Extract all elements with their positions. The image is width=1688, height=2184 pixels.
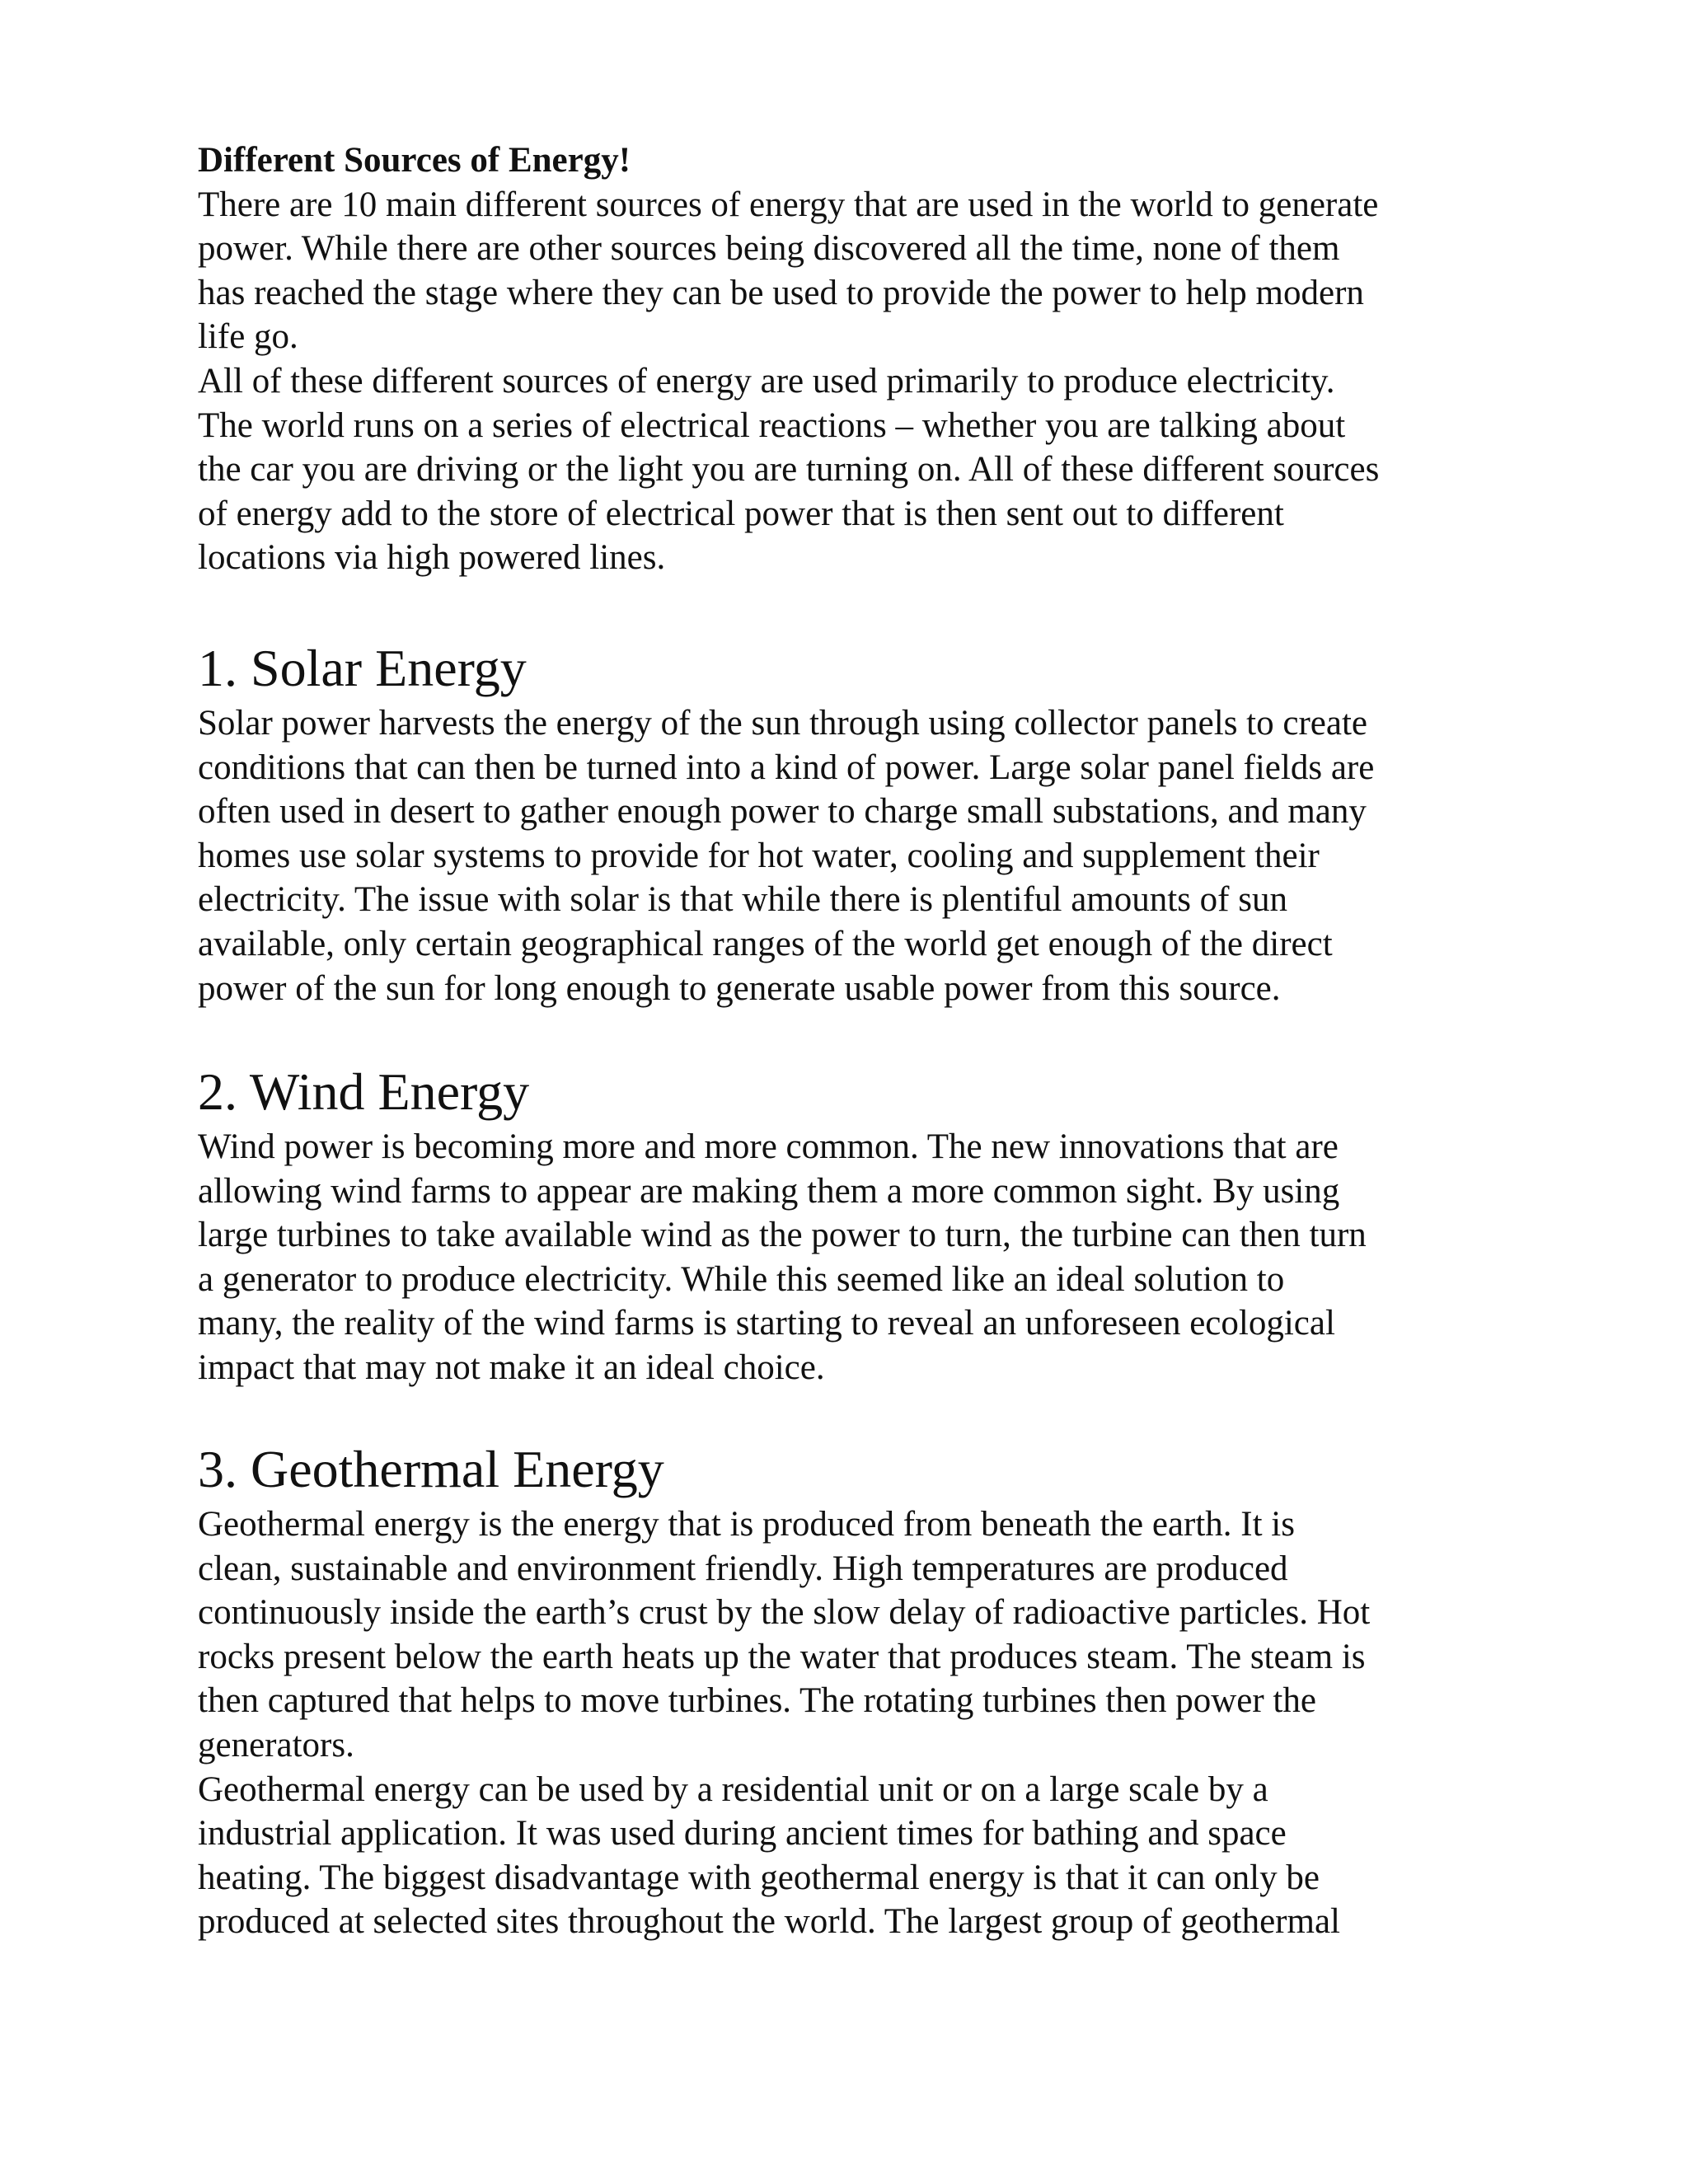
- intro-line: the car you are driving or the light you are turning on. All of these different sources: [198, 450, 1380, 490]
- section-line: generators.: [198, 1725, 354, 1765]
- section-heading: 2. Wind Energy: [198, 1062, 530, 1121]
- section-line: Geothermal energy can be used by a residential unit or on a large scale by a: [198, 1769, 1268, 1809]
- section-wind-energy: [198, 1059, 1500, 1390]
- section-line: a generator to produce electricity. While this seemed like an ideal solution to: [198, 1259, 1285, 1299]
- section-geothermal-energy: [198, 1436, 1500, 1944]
- intro-line: The world runs on a series of electrical reactions – whether you are talking about: [198, 405, 1346, 445]
- intro-line: life go.: [198, 317, 298, 357]
- section-line: produced at selected sites throughout the world. The largest group of geothermal: [198, 1902, 1340, 1942]
- document-title: Different Sources of Energy!: [198, 141, 631, 180]
- section-line: electricity. The issue with solar is that while there is plentiful amounts of sun: [198, 880, 1287, 920]
- section-line: power of the sun for long enough to generate usable power from this source.: [198, 968, 1281, 1008]
- section-line: impact that may not make it an ideal choice.: [198, 1347, 825, 1387]
- section-line: industrial application. It was used during ancient times for bathing and space: [198, 1814, 1287, 1854]
- section-line: homes use solar systems to provide for hot water, cooling and supplement their: [198, 836, 1320, 875]
- section-line: clean, sustainable and environment friendly. High temperatures are produced: [198, 1549, 1288, 1588]
- intro-line: There are 10 main different sources of energy that are used in the world to generate: [198, 185, 1379, 224]
- intro-line: of energy add to the store of electrical power that is then sent out to different: [198, 494, 1284, 533]
- section-line: rocks present below the earth heats up the water that produces steam. The steam is: [198, 1637, 1366, 1676]
- section-line: Geothermal energy is the energy that is produced from beneath the earth. It is: [198, 1505, 1295, 1544]
- section-line: allowing wind farms to appear are making them a more common sight. By using: [198, 1171, 1340, 1211]
- section-line: heating. The biggest disadvantage with geothermal energy is that it can only be: [198, 1858, 1320, 1897]
- section-line: often used in desert to gather enough power to charge small substations, and many: [198, 792, 1367, 832]
- section-line: many, the reality of the wind farms is starting to reveal an unforeseen ecological: [198, 1304, 1335, 1343]
- section-line: Wind power is becoming more and more common. The new innovations that are: [198, 1127, 1339, 1166]
- section-solar-energy: [198, 635, 1500, 1010]
- intro-line: All of these different sources of energy are used primarily to produce electricity.: [198, 361, 1335, 401]
- section-heading: 1. Solar Energy: [198, 639, 527, 697]
- intro-block: [198, 138, 1500, 580]
- section-line: continuously inside the earth’s crust by the slow delay of radioactive particles. Hot: [198, 1593, 1371, 1633]
- section-heading: 3. Geothermal Energy: [198, 1440, 664, 1498]
- intro-line: has reached the stage where they can be used to provide the power to help modern: [198, 273, 1364, 312]
- section-line: conditions that can then be turned into a kind of power. Large solar panel fields are: [198, 748, 1375, 787]
- section-line: Solar power harvests the energy of the sun through using collector panels to create: [198, 704, 1367, 743]
- section-line: available, only certain geographical ranges of the world get enough of the direct: [198, 924, 1333, 963]
- section-line: then captured that helps to move turbines. The rotating turbines then power the: [198, 1681, 1316, 1721]
- intro-line: locations via high powered lines.: [198, 538, 666, 578]
- intro-line: power. While there are other sources being discovered all the time, none of them: [198, 229, 1340, 269]
- section-line: large turbines to take available wind as the power to turn, the turbine can then turn: [198, 1216, 1367, 1255]
